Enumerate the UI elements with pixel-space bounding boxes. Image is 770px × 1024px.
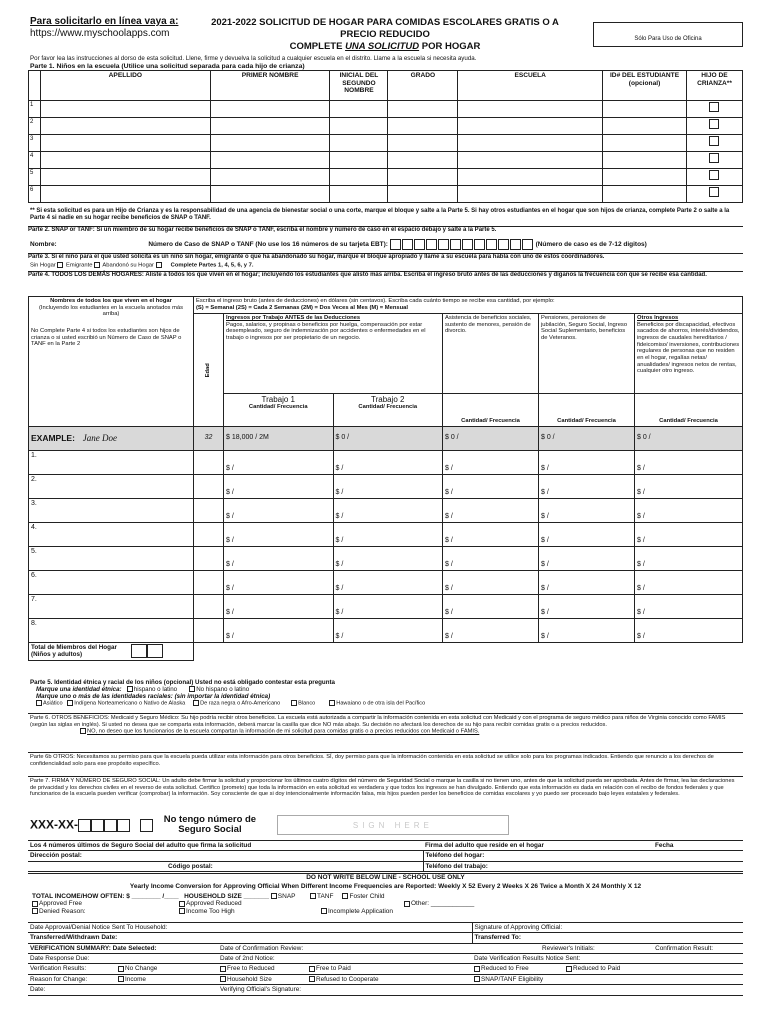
snap-case-boxes[interactable]	[390, 241, 534, 248]
snap-case-label: Número de Caso de SNAP o TANF (No use los 16 números de su tarjeta EBT):	[148, 241, 388, 249]
job2-header: Trabajo 2 Cantidad/ Frecuencia	[333, 394, 443, 427]
income-table: Nombres de todos los que viven en el hogar (Incluyendo los estudiantes en la escuela anotados más arriba) No Complete Parte 4 si todos los estudiantes son hijos de crianza o si usted escribió un Número de Caso de SNAP o TANF en la Parte 2 Escriba el ingreso bruto (antes de deducciones) en dólares (sin centavos). Escriba cada cuánto tiempo se recibe esa cantidad, por ejemplo: (S) = Semanal (2S) = Cada 2 Semanas (2M) = Dos Veces al Mes (M) = Mensual Edad Ingresos por Trabajo ANTES de las Deducciones Pagos, salarios, y propinas o beneficios por huelga, compensación por estar desempleado, seguro de indemnización por accidentes o enfermedades en el trabajo o ingresos por ser propietario de un negocio. Asistencia de beneficios sociales, sustento de menores, pensión de divorcio. Pensiones, pensiones de jubilación, Seguro Social, Ingreso Social Suplementario, beneficios de Veteranos. Otros Ingresos Beneficios por discapacidad, efectivos sacados de ahorros, interés/dividendos, ingresos de caudales hereditarios / fideicomiso/ inversiones, contribuciones regulares de personas que no residen en el hogar, regalías netas/ anualidades/ ingresos netos de rentas, cualquier otro ingreso. Trabajo 1 Cantidad/ Frecuencia Trabajo 2 Cantidad/ Frecuencia Cantidad/ Frecuencia Cantidad/ Frecuencia Cantidad/ Frecuencia EXAMPLE: Jane Doe 32 $ 18,000 / 2M $ 0 / $ 0 / $ 0 / $ 0 / 1. $ / $ / $ / $ / $ / 2. $ / $ / $ / $ / $ / 3. $ / $ / $ / $ / $ / 4. $ / $ / $ / $ / $ / 5. $ / $ / $ / $ / $ / 6. $ / $ / $ / $ / $ / 7. $ / $ / $ / $ / $ / 8. $ / $ / $ / $ / $ / Total de Miembros del Hogar (Niños y adultos)	[28, 296, 743, 661]
asian-checkbox[interactable]	[36, 700, 42, 706]
table-row: 5. $ / $ / $ / $ / $ /	[29, 547, 743, 571]
other-checkbox[interactable]	[404, 901, 410, 907]
part2-row	[30, 239, 742, 250]
runaway-checkbox[interactable]	[156, 262, 162, 268]
income-summary: TOTAL INCOME/HOW OFTEN: $ ________ /____ HOUSEHOLD SIZE _______ SNAP TANF Foster Child Approved Free Approved Reduced Other: ____________ Denied Reason: Income Too High Incomplete Application	[32, 893, 475, 915]
snap-checkbox[interactable]	[271, 893, 277, 899]
foster-checkbox[interactable]	[709, 153, 719, 163]
runaway-label: Abandonó su Hogar	[102, 262, 154, 269]
part3-options	[30, 262, 742, 269]
table-row: 3	[29, 135, 743, 152]
names-header-cell: Nombres de todos los que viven en el hogar (Incluyendo los estudiantes en la escuela anotados más arriba) No Complete Parte 4 si todos los estudiantes son hijos de crianza o si usted escribió un Número de Caso de SNAP o TANF en la Parte 2	[29, 297, 194, 427]
ssn-prefix: XXX-XX-	[30, 817, 79, 832]
table-row: 4	[29, 152, 743, 169]
white-checkbox[interactable]	[291, 700, 297, 706]
part3-complete: Complete Partes 1, 4, 5, 6, y 7.	[170, 262, 254, 269]
reduced-to-free-checkbox[interactable]	[474, 966, 480, 972]
col-last-name: APELLIDO	[40, 71, 210, 101]
foster-checkbox[interactable]	[709, 170, 719, 180]
part3-title: Parte 3. Si el niño para el que usted solicita es un niño sin hogar, emigrante o que ha abandonado su hogar, marque el bloque apropiado y llame a su escuela para habla con uno de estos coordinadores.	[28, 253, 743, 261]
total-members-box-2[interactable]	[147, 644, 163, 658]
instructions: Por favor lea las instrucciones al dorso de esta solicitud. Llene, firme y devuelva la solicitud a cualquier escuela en el distrito. Llame a la escuela si necesita ayuda.	[30, 55, 477, 62]
table-row: 2. $ / $ / $ / $ / $ /	[29, 475, 743, 499]
children-table-header	[29, 71, 743, 101]
table-row: 2	[29, 118, 743, 135]
col-first-name: PRIMER NOMBRE	[210, 71, 330, 101]
homeless-checkbox[interactable]	[57, 262, 63, 268]
ssn-digit-box[interactable]	[104, 819, 117, 832]
income-conversion: Yearly Income Conversion for Approving Official When Different Income Frequencies are Reported: Weekly X 52 Every 2 Weeks X 26 Twice a Month X 24 Monthly X 12	[129, 883, 642, 890]
no-share-checkbox[interactable]	[80, 728, 86, 734]
approved-free-checkbox[interactable]	[32, 901, 38, 907]
snap-name-label: Nombre:	[30, 241, 57, 249]
free-to-paid-checkbox[interactable]	[309, 966, 315, 972]
no-ssn-checkbox[interactable]	[140, 819, 153, 832]
non-hispanic-checkbox[interactable]	[189, 686, 195, 692]
reduced-to-paid-checkbox[interactable]	[566, 966, 572, 972]
pensions-header: Pensiones, pensiones de jubilación, Seguro Social, Ingreso Social Suplementario, beneficios de Veteranos.	[539, 314, 635, 394]
table-row: 8. $ / $ / $ / $ / $ /	[29, 619, 743, 643]
approved-reduced-checkbox[interactable]	[179, 901, 185, 907]
no-ssn-label: No tengo número de Seguro Social	[163, 814, 257, 836]
too-high-checkbox[interactable]	[179, 908, 185, 914]
migrant-checkbox[interactable]	[94, 262, 100, 268]
migrant-label: Emigrante	[66, 262, 93, 269]
part5-block: Parte 5. Identidad étnica y racial de los niños (opcional) Usted no está obligado contestar esta pregunta Marque una identidad étnica: hispano o latino No hispano o latino Marque uno o más de las identidades raciales: (sin importar la identidad étnica) Asiático Indígena Norteamericano o Nativo de Alaska De raza negra o Afro-Americano Blanco Hawaiano o de otra isla del Pacífico	[30, 679, 426, 707]
online-apply-label: Para solicitarlo en línea vaya a:	[30, 16, 179, 27]
refused-checkbox[interactable]	[309, 976, 315, 982]
address-field[interactable]: Dirección postal:	[28, 851, 423, 861]
native-american-checkbox[interactable]	[67, 700, 73, 706]
household-size-checkbox[interactable]	[220, 976, 226, 982]
part2-title: Parte 2. SNAP or TANF: Si un miembro de su hogar recibe beneficios de SNAP o TANF, escriba el nombre y número de caso en el espacio debajo y salte a la Parte 5.	[28, 226, 743, 234]
foster-checkbox[interactable]	[709, 187, 719, 197]
ssn-digit-box[interactable]	[91, 819, 104, 832]
tanf-checkbox[interactable]	[310, 893, 316, 899]
signature-row	[30, 815, 742, 839]
part6-block: Parte 6. OTROS BENEFICIOS: Medicaid y Seguro Médico: Su hijo podría recibir otros beneficios. La escuela está autorizada a compartir la información contenida en esta solicitud con Medicaid y con el programa de seguro médico para niños de Virginia conocido como FAMIS (según las siglas en inglés). Si usted no desea que se comparta esta información, deberá marcar la casilla que dice NO más abajo. Su decisión no afectará los derechos de su hijo para recibir comidas gratis o a precios reducidos. NO, no deseo que los funcionarios de la escuela compartan la información de mi solicitud para comidas gratis o a precios reducidos con Medicaid o FAMIS.	[28, 713, 743, 736]
part1-title: Parte 1. Niños en la escuela (Utilice una solicitud separada para cada hijo de crianza)	[30, 63, 305, 70]
zip-field[interactable]: Código postal:	[28, 861, 423, 871]
table-row: 6. $ / $ / $ / $ / $ /	[29, 571, 743, 595]
col-middle-initial: INICIAL DEL SEGUNDO NOMBRE	[330, 71, 388, 101]
col-school: ESCUELA	[458, 71, 603, 101]
header-link-block	[30, 16, 215, 39]
pacific-islander-checkbox[interactable]	[329, 700, 335, 706]
hispanic-checkbox[interactable]	[127, 686, 133, 692]
col-grade: GRADO	[388, 71, 458, 101]
work-phone-field[interactable]: Teléfono del trabajo:	[423, 861, 743, 871]
title-line2: COMPLETE UNA SOLICITUD POR HOGAR	[289, 40, 481, 52]
table-row: 1. $ / $ / $ / $ / $ /	[29, 451, 743, 475]
part7-text: Parte 7. FIRMA Y NÚMERO DE SEGURO SOCIAL: Un adulto debe firmar la solicitud y proporcionar los últimos cuatro dígitos del número de Seguridad Social o marque la casilla si no tienen uno, antes de que la solicitud pueda ser aprobada. Antes de firmar, lea las declaraciones de privacidad y los derechos civiles en el reverso de esta solicitud. Certifico (prometo) que toda la información en esta solicitud es verdadera y que todos los ingresos se han divulgado. Entiendo que esta información es dada en relación con el recibo de fondos federales y que funcionarios de la escuela pueden verificar (comprobar) la información. Soy consciente de que si doy intencionalmente información falsa, mis hijos pueden perder los beneficios de comidas escolares y yo puedo ser procesado bajo leyes estatales y federales.	[28, 776, 743, 799]
foster-child-checkbox[interactable]	[342, 893, 348, 899]
office-use-box	[593, 22, 743, 47]
table-row: 5	[29, 169, 743, 186]
home-phone-field[interactable]: Teléfono del hogar:	[423, 851, 743, 861]
title-line1: 2021-2022 SOLICITUD DE HOGAR PARA COMIDAS ESCOLARES GRATIS O A PRECIO REDUCIDO	[211, 17, 559, 40]
job1-header: Trabajo 1 Cantidad/ Frecuencia	[224, 394, 334, 427]
income-reason-checkbox[interactable]	[118, 976, 124, 982]
homeless-label: Sin Hogar	[30, 262, 56, 269]
other-income-header: Otros Ingresos Beneficios por discapacidad, efectivos sacados de ahorros, interés/dividendos, ingresos de caudales hereditarios / fideicomiso/ inversiones, contribuciones regulares de personas que no residen en el hogar, regalías netas/ anualidades/ ingresos netos de rentas, cualquier otro ingreso.	[635, 314, 743, 394]
page-title	[210, 17, 560, 53]
col-foster: HIJO DE CRIANZA**	[686, 71, 742, 101]
table-row: 4. $ / $ / $ / $ / $ /	[29, 523, 743, 547]
snap-tanf-eligibility-checkbox[interactable]	[474, 976, 480, 982]
foster-footnote: ** Si esta solicitud es para un Hijo de Crianza y es la responsabilidad de una agencia de bienestar social o una corte, marque el bloque y salte a la Parte 5. Si hay otros estudiantes en el hogar que son hijos de crianza, complete Parte 2 o salte a la Parte 4 si nadie en su hogar recibe beneficios de SNAP o TANF.	[30, 208, 730, 221]
income-instructions-cell: Escriba el ingreso bruto (antes de deducciones) en dólares (sin centavos). Escriba cada cuánto tiempo se recibe esa cantidad, por ejemplo: (S) = Semanal (2S) = Cada 2 Semanas (2M) = Dos Veces al Mes (M) = Mensual	[194, 297, 743, 314]
table-row: 3. $ / $ / $ / $ / $ /	[29, 499, 743, 523]
incomplete-checkbox[interactable]	[321, 908, 327, 914]
foster-checkbox[interactable]	[709, 102, 719, 112]
col-student-id: ID# DEL ESTUDIANTE (opcional)	[603, 71, 687, 101]
verification-table: Date Approval/Denial Notice Sent To Household: Signature of Approving Official: Transferred/Withdrawn Date: Transferred To: VERIFICATION SUMMARY: Date Selected: Date of Confirmation Review: Reviewer's Initials: Confirmation Result: Date Response Due: Date of 2nd Notice: Date Verification Results Notice Sent: Verification Results: No Change Free to Reduced Free to Paid Reduced to Free Reduced to Paid Reason for Change: Income Household Size Refused to Cooperate SNAP/TANF Eligibility Date: Verifying Official's Signature:	[28, 922, 743, 996]
part6b-block: Parte 6b OTROS: Necesitamos su permiso para que la escuela pueda utilizar esta información para otros beneficios. SÍ, doy permiso para que la información contenida en esta solicitud se utilice solo para los programas indicados. Entiendo que renuncio a los derechos de confidencialidad solo para ese propósito específico.	[28, 752, 743, 768]
contact-table: Los 4 números últimos de Seguro Social del adulto que firma la solicitud Firma del adulto que reside en el hogar Fecha Dirección postal: Teléfono del hogar: Código postal: Teléfono del trabajo:	[28, 840, 743, 872]
table-row: 1	[29, 101, 743, 118]
example-row: EXAMPLE: Jane Doe 32 $ 18,000 / 2M $ 0 / $ 0 / $ 0 / $ 0 /	[29, 427, 743, 451]
table-row: 6	[29, 186, 743, 203]
office-use-label: Sólo Para Uso de Oficina	[634, 36, 702, 43]
free-to-reduced-checkbox[interactable]	[220, 966, 226, 972]
children-table	[28, 70, 743, 203]
household-total-row: Total de Miembros del Hogar (Niños y adultos)	[29, 643, 743, 661]
part4-title: Parte 4. TODOS LOS DEMÁS HOGARES: Aliste a todos los que viven en el hogar; incluyendo los estudiantes que alistó más arriba. Escriba el ingreso bruto antes de las deducciones y díganos la frecuencia con que se recibe esa cantidad.	[28, 271, 743, 279]
age-header: Edad	[194, 314, 224, 427]
ssn-digit-box[interactable]	[78, 819, 91, 832]
snap-case-hint: (Número de caso es de 7-12 digitos)	[535, 241, 647, 249]
assistance-header: Asistencia de beneficios sociales, sustento de menores, pensión de divorcio.	[443, 314, 539, 394]
foster-checkbox[interactable]	[709, 136, 719, 146]
ssn-digit-box[interactable]	[117, 819, 130, 832]
school-use-title: DO NOT WRITE BELOW LINE - SCHOOL USE ONLY	[28, 873, 743, 881]
work-income-header: Ingresos por Trabajo ANTES de las Deducciones Pagos, salarios, y propinas o beneficios por huelga, compensación por estar desempleado, seguro de indemnización por accidentes o enfermedades en el trabajo o ingresos por ser propietario de un negocio.	[224, 314, 443, 394]
no-change-checkbox[interactable]	[118, 966, 124, 972]
signature-field[interactable]: SIGN HERE	[277, 815, 509, 835]
apply-url[interactable]: https://www.myschoolapps.com	[30, 27, 170, 39]
table-row: 7. $ / $ / $ / $ / $ /	[29, 595, 743, 619]
black-checkbox[interactable]	[193, 700, 199, 706]
denied-checkbox[interactable]	[32, 908, 38, 914]
foster-checkbox[interactable]	[709, 119, 719, 129]
total-members-box-1[interactable]	[131, 644, 147, 658]
